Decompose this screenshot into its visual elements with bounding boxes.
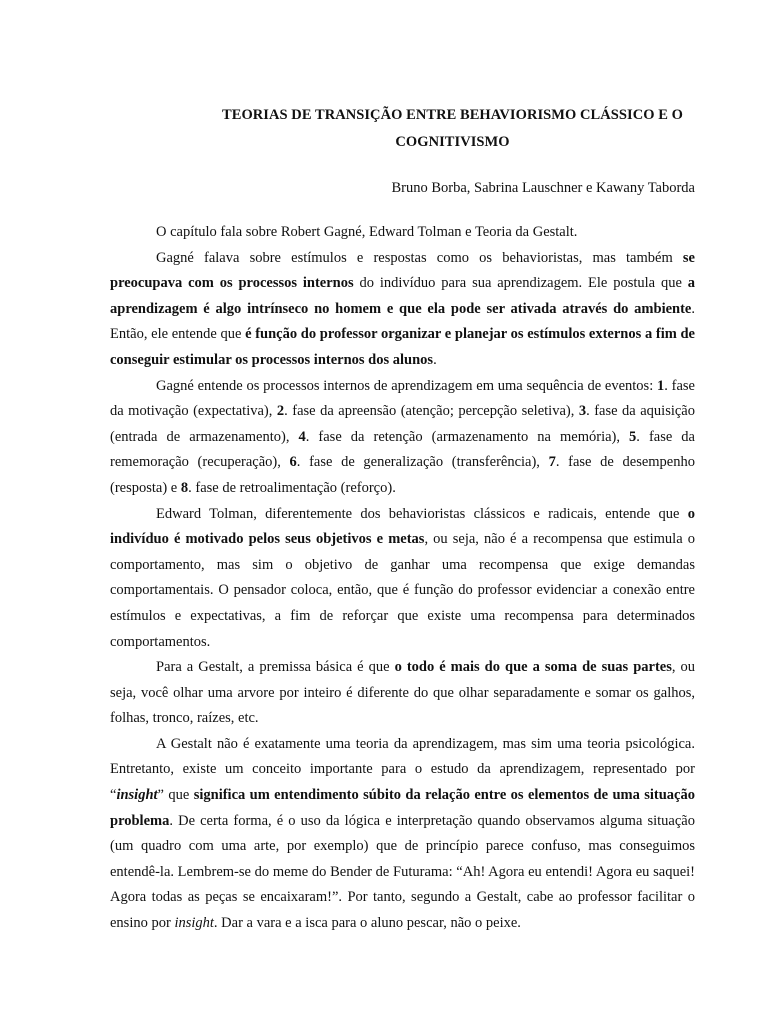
text-run: . fase da aquisição (entrada de armazenamento), [110,403,695,445]
emphasis-run: 1 [657,377,665,394]
text-run: A Gestalt não é exatamente uma teoria da aprendizagem, mas sim uma teoria psicológica. Entretanto, existe um conceito importante para o estudo da aprendizagem, representado por “ [110,735,695,804]
body-paragraph [110,374,695,502]
text-run: . fase de desempenho (resposta) e [110,454,695,496]
body-paragraph [110,655,695,732]
emphasis-run: a aprendizagem é algo intrínseco no homem e que ela pode ser ativada através do ambiente [110,275,695,317]
body-paragraph [110,502,695,656]
emphasis-run: insight [174,915,214,932]
body-paragraph [110,732,695,937]
text-run: . fase da apreensão (atenção; percepção seletiva), [284,403,579,420]
text-run: Edward Tolman, diferentemente dos behavioristas clássicos e radicais, entende que [156,505,688,522]
emphasis-run: 7 [548,454,556,471]
body-paragraph [110,246,695,374]
text-run: . Então, ele entende que [110,300,695,343]
text-run: Gagné falava sobre estímulos e respostas como os behavioristas, mas também [156,249,683,266]
text-run: . fase da rememoração (recuperação), [110,428,695,471]
text-run: . Dar a vara e a isca para o aluno pescar, não o peixe. [213,915,521,932]
text-run: do indivíduo para sua aprendizagem. Ele postula que [353,275,688,292]
text-run: . fase da retenção (armazenamento na memória), [305,428,630,445]
authors-line: Bruno Borba, Sabrina Lauschner e Kawany Taborda [391,180,695,196]
text-run: O capítulo fala sobre Robert Gagné, Edward Tolman e Teoria da Gestalt. [156,224,578,240]
emphasis-run: 3 [578,403,587,420]
emphasis-run: se preocupava com os processos internos [110,249,695,292]
emphasis-run: insight [116,787,158,804]
emphasis-run: 2 [276,403,285,420]
text-run: , ou seja, não é a recompensa que estimula o comportamento, mas sim o objetivo de ganhar uma recompensa que exige demandas comportamentais. O pensador coloca, então, que é função do professor evidenciar a conexão entre estímulos e expectativas, a fim de reforçar que existe uma recompensa para determinados comportamentos. [110,531,695,650]
text-run: . [433,351,437,368]
text-run: . fase de generalização (transferência), [296,454,549,471]
emphasis-run: 6 [289,454,297,471]
text-run: Para a Gestalt, a premissa básica é que [156,659,395,676]
text-run: . fase de retroalimentação (reforço). [188,479,396,496]
title-line-1: TEORIAS DE TRANSIÇÃO ENTRE BEHAVIORISMO CLÁSSICO E O [222,107,683,123]
text-run: , ou seja, você olhar uma arvore por inteiro é diferente do que olhar separadamente e somar os galhos, folhas, tronco, raízes, etc. [110,659,695,727]
emphasis-run: o todo é mais do que a soma de suas partes [394,659,672,676]
text-run: . fase da motivação (expectativa), [110,377,695,420]
emphasis-run: 5 [629,428,637,445]
text-run: Gagné entende os processos internos de aprendizagem em uma sequência de eventos: [156,377,657,394]
emphasis-run: 8 [180,479,189,496]
emphasis-run: o indivíduo é motivado pelos seus objetivos e metas [110,505,695,548]
text-run: . De certa forma, é o uso da lógica e interpretação quando observamos alguma situação (um quadro com uma arte, por exemplo) que de princípio parece confuso, mas conseguimos entendê-la. Lembrem-se do meme do Bender de Futurama: “Ah! Agora eu entendi! Agora eu saquei! Agora todas as peças se encaixaram!”. Por tanto, segundo a Gestalt, cabe ao professor facilitar o ensino por [110,812,695,932]
body-paragraph [110,220,695,246]
document-title [110,0,695,156]
text-run: ” que [157,787,194,804]
emphasis-run: significa um entendimento súbito da relação entre os elementos de uma situação problema [110,787,695,829]
document-body [110,220,695,937]
emphasis-run: 4 [298,428,306,445]
emphasis-run: é função do professor organizar e planejar os estímulos externos a fim de conseguir estimular os processos internos dos alunos [110,326,695,368]
title-line-2: COGNITIVISMO [395,134,510,150]
